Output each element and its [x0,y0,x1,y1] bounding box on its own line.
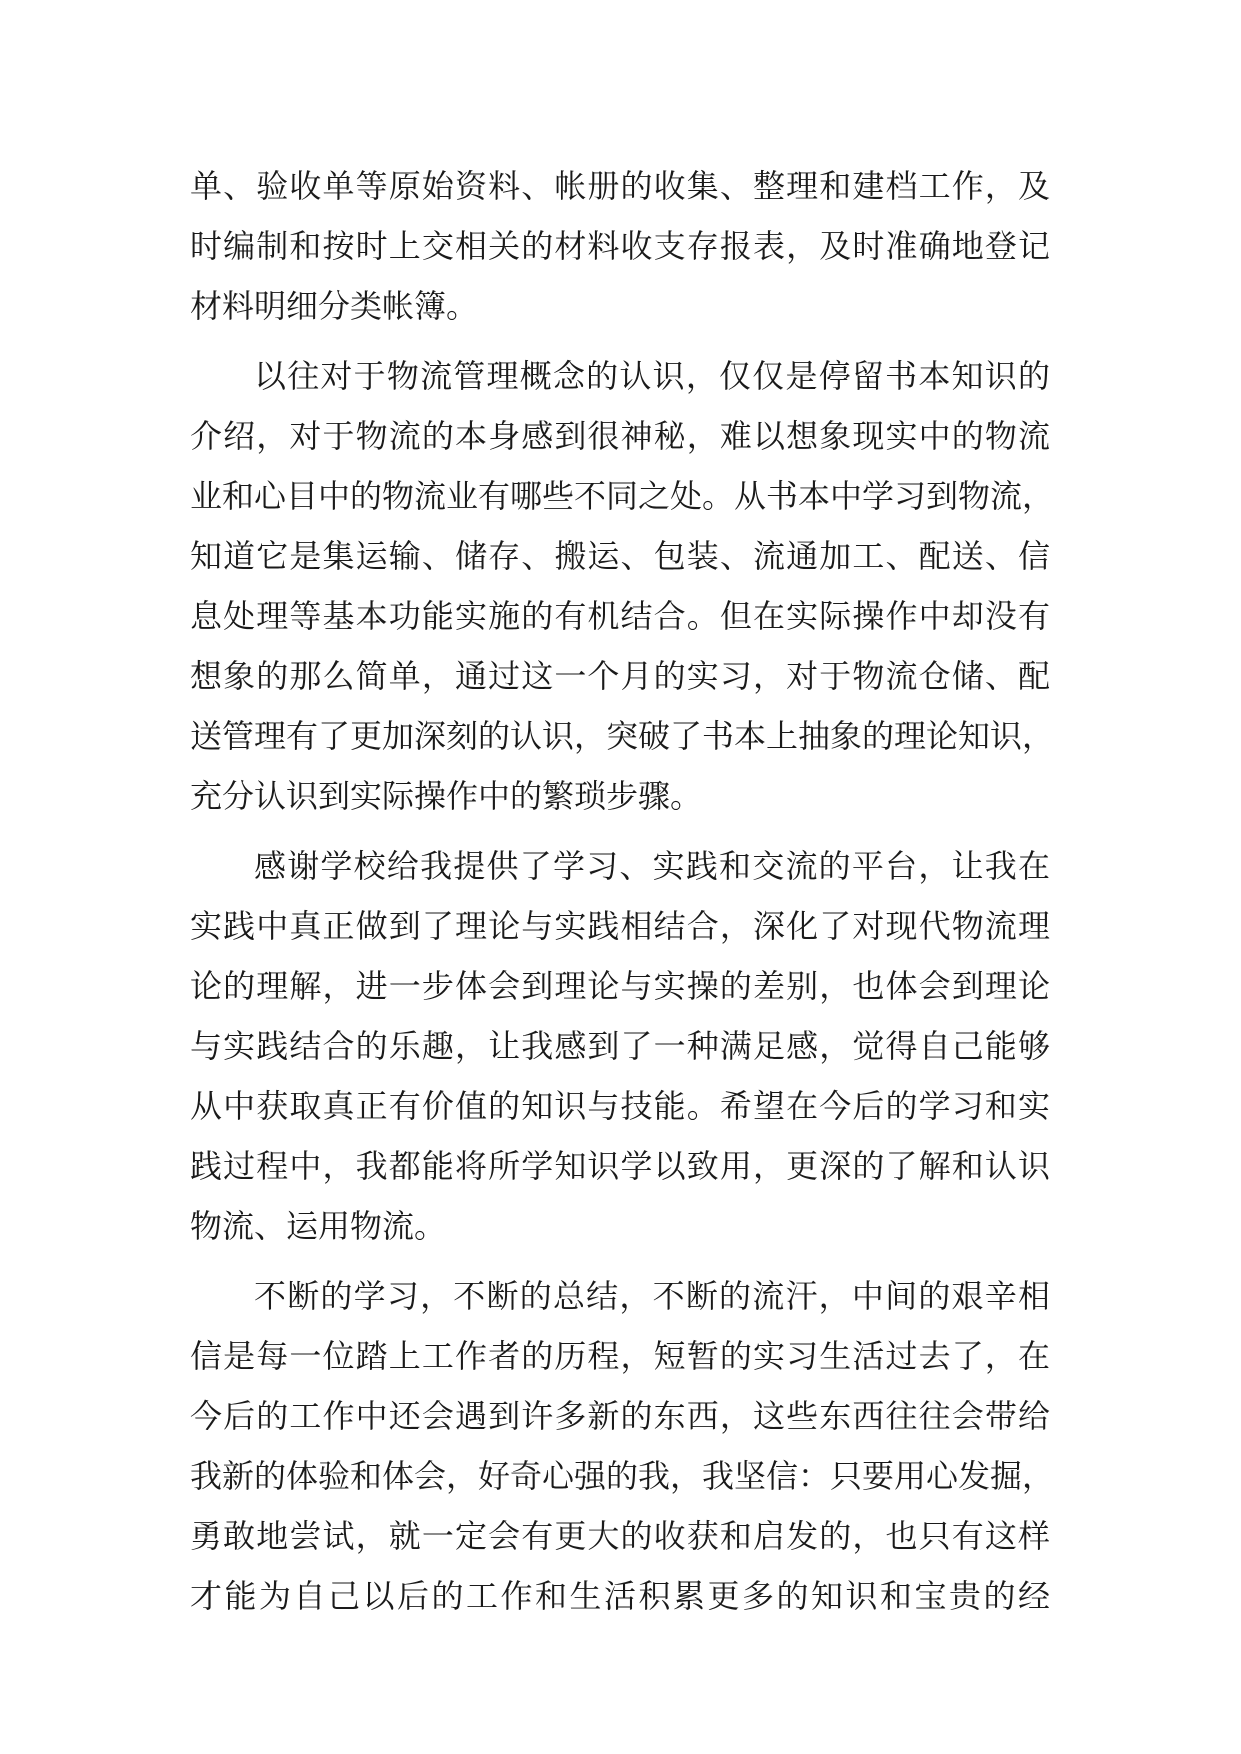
text-line: 材料明细分类帐簿。 [190,287,479,325]
text-line: 信是每一位踏上工作者的历程，短暂的实习生活过去了，在 [190,1337,1050,1375]
paragraph-first-line: 感谢学校给我提供了学习、实践和交流的平台，让我在 [254,847,1050,885]
text-line: 论的理解，进一步体会到理论与实操的差别，也体会到理论 [190,967,1050,1005]
paragraph-first-line: 以往对于物流管理概念的认识，仅仅是停留书本知识的 [254,357,1050,395]
text-line: 我新的体验和体会，好奇心强的我，我坚信：只要用心发掘， [190,1457,1055,1495]
text-line: 实践中真正做到了理论与实践相结合，深化了对现代物流理 [190,907,1050,945]
text-line: 充分认识到实际操作中的繁琐步骤。 [190,777,703,815]
paragraph-first-line: 不断的学习，不断的总结，不断的流汗，中间的艰辛相 [254,1277,1050,1315]
text-line: 今后的工作中还会遇到许多新的东西，这些东西往往会带给 [190,1397,1050,1435]
text-line: 才能为自己以后的工作和生活积累更多的知识和宝贵的经 [190,1577,1050,1615]
text-line: 业和心目中的物流业有哪些不同之处。从书本中学习到物流， [190,477,1055,515]
text-line: 息处理等基本功能实施的有机结合。但在实际操作中却没有 [190,597,1050,635]
text-line: 勇敢地尝试，就一定会有更大的收获和启发的，也只有这样 [190,1517,1050,1555]
text-line: 知道它是集运输、储存、搬运、包装、流通加工、配送、信 [190,537,1050,575]
text-line: 从中获取真正有价值的知识与技能。希望在今后的学习和实 [190,1087,1050,1125]
text-line: 想象的那么简单，通过这一个月的实习，对于物流仓储、配 [190,657,1050,695]
text-line: 单、验收单等原始资料、帐册的收集、整理和建档工作，及 [190,167,1050,205]
text-line: 物流、运用物流。 [190,1207,447,1245]
text-line: 送管理有了更加深刻的认识，突破了书本上抽象的理论知识， [190,717,1055,755]
text-line: 践过程中，我都能将所学知识学以致用，更深的了解和认识 [190,1147,1050,1185]
text-line: 介绍，对于物流的本身感到很神秘，难以想象现实中的物流 [190,417,1050,455]
text-line: 时编制和按时上交相关的材料收支存报表，及时准确地登记 [190,227,1050,265]
text-line: 与实践结合的乐趣，让我感到了一种满足感，觉得自己能够 [190,1027,1050,1065]
body-text [190,156,1055,1626]
